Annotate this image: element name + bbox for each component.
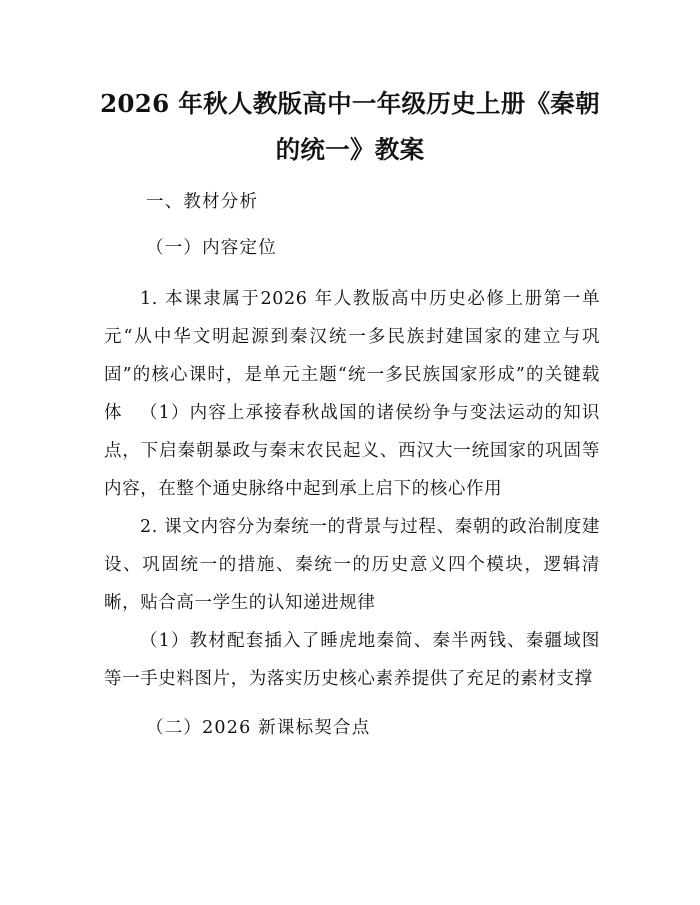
section-heading-textbook-analysis: 一、教材分析: [146, 192, 259, 212]
document-title-line-1: 2026 年秋人教版高中一年级历史上册《秦朝: [100, 89, 600, 118]
paragraph-1: 1. 本课隶属于2026 年人教版高中历史必修上册第一单元“从中华文明起源到秦汉统一多民族封建国家的建立与巩固”的核心课时，是单元主题“统一多民族国家形成”的关键载体: [104, 289, 600, 423]
subsection-heading-content-positioning: （一）内容定位: [146, 238, 277, 258]
paragraph-2: 2. 课文内容分为秦统一的背景与过程、秦朝的政治制度建设、巩固统一的措施、秦统一的历史意义四个模块，逻辑清晰，贴合高一学生的认知递进规律: [104, 517, 600, 613]
document-title-line-2: 的统一》教案: [275, 135, 425, 164]
paragraph-2-sub-1: （1）教材配套插入了睡虎地秦简、秦半两钱、秦疆域图等一手史料图片，为落实历史核心素养提供了充足的素材支撑: [104, 631, 600, 689]
subsection-heading-curriculum-standards: （二）2026 新课标契合点: [146, 718, 371, 738]
paragraph-1-sub-1: （1）内容上承接春秋战国的诸侯纷争与变法运动的知识点，下启秦朝暴政与秦末农民起义、西汉大一统国家的巩固等内容，在整个通史脉络中起到承上启下的核心作用: [104, 403, 600, 499]
